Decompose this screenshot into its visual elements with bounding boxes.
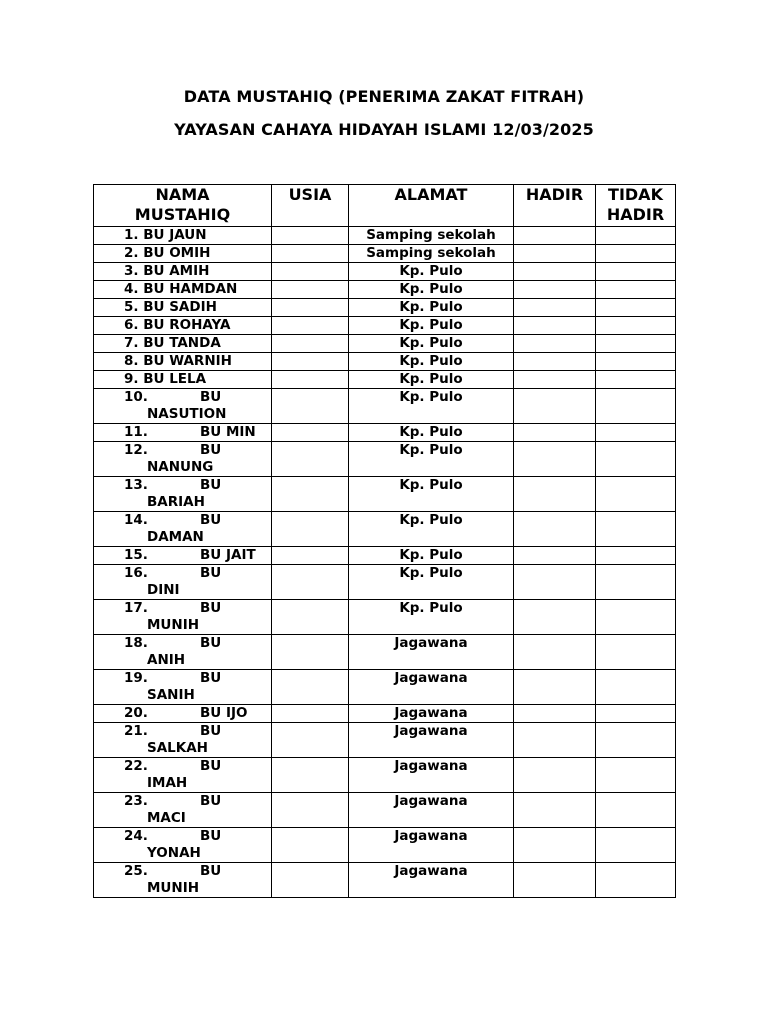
cell-tidak-hadir[interactable] [596, 547, 676, 565]
mustahiq-name: MACI [147, 810, 186, 826]
cell-hadir[interactable] [514, 389, 596, 424]
cell-nama [94, 335, 272, 353]
name-prefix: BU [200, 424, 222, 440]
table-row [94, 547, 676, 565]
cell-usia[interactable] [272, 547, 349, 565]
cell-alamat: Kp. Pulo [349, 600, 514, 635]
cell-usia[interactable] [272, 281, 349, 299]
cell-alamat: Kp. Pulo [349, 281, 514, 299]
name-prefix: BU [143, 245, 165, 261]
cell-nama [94, 477, 272, 512]
cell-tidak-hadir[interactable] [596, 863, 676, 898]
cell-hadir[interactable] [514, 758, 596, 793]
name-prefix: BU [143, 335, 165, 351]
cell-usia[interactable] [272, 227, 349, 245]
cell-hadir[interactable] [514, 828, 596, 863]
cell-usia[interactable] [272, 477, 349, 512]
mustahiq-name: JAUN [169, 227, 207, 243]
cell-nama [94, 424, 272, 442]
row-number: 25. [124, 863, 148, 879]
row-number: 3. [124, 263, 139, 279]
mustahiq-table [93, 184, 676, 898]
cell-alamat: Jagawana [349, 793, 514, 828]
table-row [94, 565, 676, 600]
cell-usia[interactable] [272, 863, 349, 898]
cell-nama [94, 600, 272, 635]
header-tidak-hadir [596, 185, 676, 227]
cell-nama [94, 317, 272, 335]
cell-nama [94, 565, 272, 600]
cell-nama [94, 389, 272, 424]
table-row [94, 828, 676, 863]
cell-tidak-hadir[interactable] [596, 299, 676, 317]
mustahiq-name: NASUTION [147, 406, 227, 422]
cell-nama [94, 299, 272, 317]
mustahiq-name: BARIAH [147, 494, 205, 510]
cell-usia[interactable] [272, 335, 349, 353]
cell-alamat: Kp. Pulo [349, 317, 514, 335]
table-row [94, 424, 676, 442]
table-row [94, 263, 676, 281]
table-row [94, 353, 676, 371]
cell-nama [94, 547, 272, 565]
row-number: 23. [124, 793, 148, 809]
cell-hadir[interactable] [514, 705, 596, 723]
name-prefix: BU [143, 281, 165, 297]
cell-tidak-hadir[interactable] [596, 389, 676, 424]
row-number: 12. [124, 442, 148, 458]
cell-usia[interactable] [272, 442, 349, 477]
table-row [94, 512, 676, 547]
cell-alamat: Kp. Pulo [349, 424, 514, 442]
name-prefix: BU [143, 299, 165, 315]
cell-alamat: Kp. Pulo [349, 353, 514, 371]
name-prefix: BU [200, 565, 222, 581]
cell-nama [94, 758, 272, 793]
row-number: 15. [124, 547, 148, 563]
cell-alamat: Kp. Pulo [349, 371, 514, 389]
cell-hadir[interactable] [514, 281, 596, 299]
cell-usia[interactable] [272, 600, 349, 635]
cell-hadir[interactable] [514, 353, 596, 371]
mustahiq-name: ROHAYA [169, 317, 231, 333]
name-prefix: BU [200, 863, 222, 879]
cell-nama [94, 863, 272, 898]
header-hadir: HADIR [514, 185, 596, 227]
table-row [94, 281, 676, 299]
document-title: DATA MUSTAHIQ (PENERIMA ZAKAT FITRAH) [183, 87, 585, 106]
name-prefix: BU [200, 512, 222, 528]
cell-alamat: Kp. Pulo [349, 299, 514, 317]
cell-alamat: Jagawana [349, 758, 514, 793]
mustahiq-name: WARNIH [169, 353, 232, 369]
cell-hadir[interactable] [514, 263, 596, 281]
cell-hadir[interactable] [514, 793, 596, 828]
mustahiq-name: SANIH [147, 687, 195, 703]
cell-usia[interactable] [272, 263, 349, 281]
cell-alamat: Kp. Pulo [349, 565, 514, 600]
cell-hadir[interactable] [514, 565, 596, 600]
cell-alamat: Jagawana [349, 635, 514, 670]
mustahiq-name: DINI [147, 582, 180, 598]
cell-hadir[interactable] [514, 477, 596, 512]
header-alamat: ALAMAT [349, 185, 514, 227]
cell-hadir[interactable] [514, 424, 596, 442]
cell-usia[interactable] [272, 758, 349, 793]
mustahiq-name: HAMDAN [169, 281, 238, 297]
cell-tidak-hadir[interactable] [596, 723, 676, 758]
row-number: 7. [124, 335, 139, 351]
cell-usia[interactable] [272, 317, 349, 335]
row-number: 14. [124, 512, 148, 528]
cell-hadir[interactable] [514, 442, 596, 477]
cell-nama [94, 442, 272, 477]
cell-tidak-hadir[interactable] [596, 512, 676, 547]
cell-tidak-hadir[interactable] [596, 600, 676, 635]
cell-alamat: Samping sekolah [349, 227, 514, 245]
row-number: 24. [124, 828, 148, 844]
mustahiq-name: IJO [225, 705, 248, 721]
cell-alamat: Jagawana [349, 863, 514, 898]
name-prefix: BU [200, 635, 222, 651]
row-number: 17. [124, 600, 148, 616]
table-row [94, 863, 676, 898]
cell-usia[interactable] [272, 565, 349, 600]
cell-hadir[interactable] [514, 299, 596, 317]
name-prefix: BU [200, 670, 222, 686]
row-number: 22. [124, 758, 148, 774]
cell-alamat: Jagawana [349, 705, 514, 723]
cell-hadir[interactable] [514, 227, 596, 245]
row-number: 4. [124, 281, 139, 297]
row-number: 8. [124, 353, 139, 369]
cell-nama [94, 227, 272, 245]
cell-nama [94, 263, 272, 281]
cell-tidak-hadir[interactable] [596, 442, 676, 477]
table-row [94, 299, 676, 317]
name-prefix: BU [143, 371, 165, 387]
cell-usia[interactable] [272, 793, 349, 828]
cell-nama [94, 670, 272, 705]
mustahiq-name: SALKAH [147, 740, 208, 756]
cell-tidak-hadir[interactable] [596, 828, 676, 863]
cell-hadir[interactable] [514, 670, 596, 705]
table-row [94, 635, 676, 670]
mustahiq-name: MUNIH [147, 880, 200, 896]
cell-tidak-hadir[interactable] [596, 353, 676, 371]
name-prefix: BU [200, 442, 222, 458]
cell-tidak-hadir[interactable] [596, 424, 676, 442]
table-body [94, 227, 676, 898]
cell-alamat: Kp. Pulo [349, 335, 514, 353]
mustahiq-name: AMIH [169, 263, 210, 279]
name-prefix: BU [200, 547, 222, 563]
cell-alamat: Samping sekolah [349, 245, 514, 263]
cell-usia[interactable] [272, 371, 349, 389]
cell-hadir[interactable] [514, 335, 596, 353]
mustahiq-name: JAIT [225, 547, 256, 563]
table-row [94, 389, 676, 424]
cell-nama [94, 371, 272, 389]
mustahiq-name: SADIH [169, 299, 217, 315]
header-tidak-line1: TIDAK [608, 185, 663, 204]
cell-tidak-hadir[interactable] [596, 705, 676, 723]
row-number: 10. [124, 389, 148, 405]
header-nama-mustahiq [94, 185, 272, 227]
cell-usia[interactable] [272, 424, 349, 442]
cell-usia[interactable] [272, 245, 349, 263]
name-prefix: BU [143, 263, 165, 279]
cell-alamat: Jagawana [349, 670, 514, 705]
cell-tidak-hadir[interactable] [596, 245, 676, 263]
mustahiq-name: MIN [225, 424, 256, 440]
cell-hadir[interactable] [514, 371, 596, 389]
cell-usia[interactable] [272, 828, 349, 863]
table-row [94, 442, 676, 477]
row-number: 2. [124, 245, 139, 261]
cell-nama [94, 705, 272, 723]
cell-tidak-hadir[interactable] [596, 670, 676, 705]
name-prefix: BU [143, 353, 165, 369]
cell-tidak-hadir[interactable] [596, 793, 676, 828]
table-row [94, 371, 676, 389]
table-row [94, 477, 676, 512]
mustahiq-name: IMAH [147, 775, 188, 791]
name-prefix: BU [200, 600, 222, 616]
row-number: 11. [124, 424, 148, 440]
table-row [94, 670, 676, 705]
row-number: 20. [124, 705, 148, 721]
row-number: 16. [124, 565, 148, 581]
table-row [94, 758, 676, 793]
cell-usia[interactable] [272, 299, 349, 317]
table-row [94, 227, 676, 245]
cell-usia[interactable] [272, 635, 349, 670]
cell-hadir[interactable] [514, 245, 596, 263]
name-prefix: BU [200, 758, 222, 774]
row-number: 5. [124, 299, 139, 315]
table-row [94, 335, 676, 353]
cell-nama [94, 245, 272, 263]
cell-tidak-hadir[interactable] [596, 227, 676, 245]
cell-usia[interactable] [272, 723, 349, 758]
name-prefix: BU [143, 317, 165, 333]
cell-alamat: Kp. Pulo [349, 512, 514, 547]
cell-tidak-hadir[interactable] [596, 635, 676, 670]
table-row [94, 600, 676, 635]
row-number: 6. [124, 317, 139, 333]
name-prefix: BU [200, 477, 222, 493]
cell-tidak-hadir[interactable] [596, 281, 676, 299]
cell-usia[interactable] [272, 353, 349, 371]
name-prefix: BU [200, 793, 222, 809]
cell-nama [94, 512, 272, 547]
cell-alamat: Jagawana [349, 828, 514, 863]
name-prefix: BU [200, 828, 222, 844]
cell-alamat: Kp. Pulo [349, 442, 514, 477]
cell-tidak-hadir[interactable] [596, 371, 676, 389]
table-row [94, 245, 676, 263]
cell-usia[interactable] [272, 705, 349, 723]
header-nama-line2: MUSTAHIQ [134, 205, 231, 224]
mustahiq-name: ANIH [147, 652, 186, 668]
cell-hadir[interactable] [514, 723, 596, 758]
cell-nama [94, 635, 272, 670]
header-tidak-line2: HADIR [606, 205, 665, 224]
mustahiq-name: OMIH [169, 245, 211, 261]
table-row [94, 705, 676, 723]
cell-usia[interactable] [272, 670, 349, 705]
row-number: 13. [124, 477, 148, 493]
header-nama-line1: NAMA [155, 185, 210, 204]
cell-nama [94, 793, 272, 828]
cell-nama [94, 723, 272, 758]
mustahiq-name: NANUNG [147, 459, 214, 475]
row-number: 9. [124, 371, 139, 387]
cell-hadir[interactable] [514, 863, 596, 898]
row-number: 21. [124, 723, 148, 739]
mustahiq-name: TANDA [169, 335, 221, 351]
cell-alamat: Kp. Pulo [349, 389, 514, 424]
cell-hadir[interactable] [514, 317, 596, 335]
mustahiq-name: YONAH [147, 845, 201, 861]
cell-tidak-hadir[interactable] [596, 335, 676, 353]
row-number: 19. [124, 670, 148, 686]
name-prefix: BU [143, 227, 165, 243]
cell-hadir[interactable] [514, 512, 596, 547]
table-row [94, 317, 676, 335]
cell-alamat: Kp. Pulo [349, 547, 514, 565]
cell-hadir[interactable] [514, 600, 596, 635]
cell-hadir[interactable] [514, 635, 596, 670]
cell-tidak-hadir[interactable] [596, 758, 676, 793]
cell-nama [94, 828, 272, 863]
mustahiq-name: LELA [169, 371, 207, 387]
row-number: 1. [124, 227, 139, 243]
cell-hadir[interactable] [514, 547, 596, 565]
cell-tidak-hadir[interactable] [596, 317, 676, 335]
name-prefix: BU [200, 705, 222, 721]
cell-nama [94, 281, 272, 299]
mustahiq-name: MUNIH [147, 617, 200, 633]
table-header-row [94, 185, 676, 227]
cell-alamat: Kp. Pulo [349, 477, 514, 512]
cell-tidak-hadir[interactable] [596, 477, 676, 512]
mustahiq-name: DAMAN [147, 529, 204, 545]
table-row [94, 793, 676, 828]
cell-alamat: Jagawana [349, 723, 514, 758]
name-prefix: BU [200, 389, 222, 405]
cell-usia[interactable] [272, 512, 349, 547]
row-number: 18. [124, 635, 148, 651]
document-subtitle: YAYASAN CAHAYA HIDAYAH ISLAMI 12/03/2025 [174, 120, 594, 139]
header-usia: USIA [272, 185, 349, 227]
cell-nama [94, 353, 272, 371]
name-prefix: BU [200, 723, 222, 739]
table-row [94, 723, 676, 758]
cell-usia[interactable] [272, 389, 349, 424]
cell-tidak-hadir[interactable] [596, 263, 676, 281]
cell-alamat: Kp. Pulo [349, 263, 514, 281]
cell-tidak-hadir[interactable] [596, 565, 676, 600]
